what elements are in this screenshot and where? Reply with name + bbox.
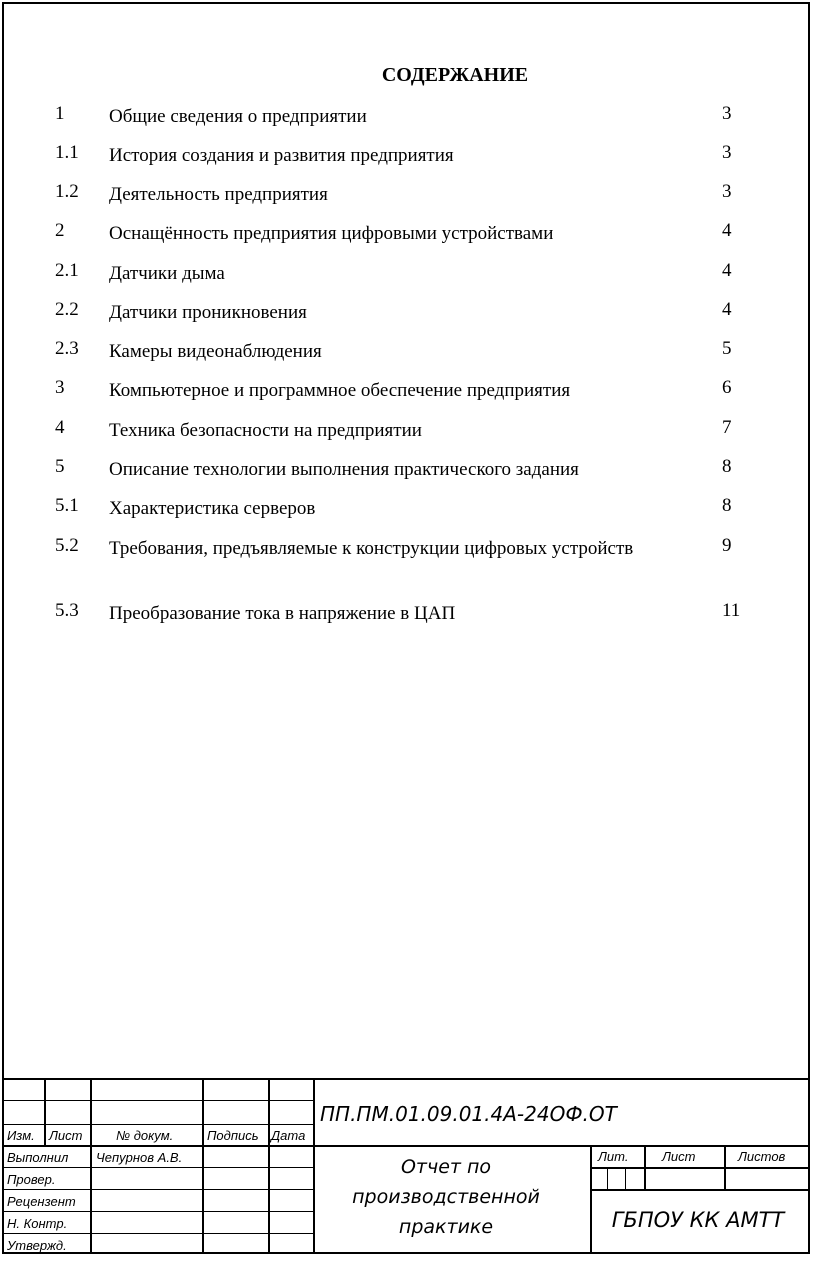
toc-entry-text: Общие сведения о предприятии xyxy=(109,106,367,127)
stamp-list-label: Лист xyxy=(49,1128,83,1143)
toc-entry-page: 4 xyxy=(722,299,732,320)
toc-entry-text: Оснащённость предприятия цифровыми устройствами xyxy=(109,223,554,244)
toc-entry-page: 6 xyxy=(722,377,732,398)
toc-entry-page: 11 xyxy=(722,600,741,621)
toc-entry-page: 3 xyxy=(722,142,732,163)
stamp-approved-label: Утвержд. xyxy=(7,1238,67,1253)
toc-entry-number: 2.3 xyxy=(55,338,79,359)
stamp-col-line xyxy=(644,1145,646,1189)
toc-entry-page: 9 xyxy=(722,535,732,556)
stamp-sheet-label: Лист xyxy=(662,1149,696,1164)
stamp-doc-num-label: № докум. xyxy=(116,1128,174,1143)
stamp-col-line xyxy=(724,1145,726,1189)
toc-entry-number: 2 xyxy=(55,220,65,241)
stamp-lit-cell-line xyxy=(625,1167,626,1189)
toc-entry-number: 1 xyxy=(55,103,65,124)
toc-entry-page: 7 xyxy=(722,417,732,438)
toc-entry-number: 1.1 xyxy=(55,142,79,163)
toc-entry-text: Компьютерное и программное обеспечение предприятия xyxy=(109,380,571,401)
stamp-performer-name: Чепурнов А.В. xyxy=(96,1150,183,1165)
toc-entry-page: 8 xyxy=(722,495,732,516)
toc-entry-text: Деятельность предприятия xyxy=(109,184,328,205)
stamp-col-line xyxy=(44,1078,46,1146)
stamp-performed-label: Выполнил xyxy=(7,1150,69,1165)
toc-entry-text: Требования, предъявляемые к конструкции цифровых устройств xyxy=(109,538,634,559)
stamp-col-line xyxy=(590,1145,592,1254)
stamp-signature-label: Подпись xyxy=(207,1128,259,1143)
organization-name: ГБПОУ КК АМТТ xyxy=(611,1208,785,1232)
toc-entry-number: 5.3 xyxy=(55,600,79,621)
toc-entry-number: 1.2 xyxy=(55,181,79,202)
toc-entry-page: 8 xyxy=(722,456,732,477)
stamp-top-border xyxy=(4,1078,810,1080)
toc-entry-number: 2.1 xyxy=(55,260,79,281)
toc-entry-page: 4 xyxy=(722,260,732,281)
toc-entry-number: 3 xyxy=(55,377,65,398)
toc-entry-number: 2.2 xyxy=(55,299,79,320)
stamp-izm-label: Изм. xyxy=(7,1128,35,1143)
toc-entry-page: 3 xyxy=(722,103,732,124)
stamp-lit-line xyxy=(590,1167,810,1169)
stamp-checked-label: Провер. xyxy=(7,1172,56,1187)
toc-entry-number: 5.1 xyxy=(55,495,79,516)
toc-entry-text: Описание технологии выполнения практического задания xyxy=(109,459,579,480)
toc-entry-text: История создания и развития предприятия xyxy=(109,145,454,166)
toc-entry-text: Датчики проникновения xyxy=(109,302,307,323)
document-title: Отчет по производственной практике xyxy=(352,1156,540,1238)
stamp-norm-control-label: Н. Контр. xyxy=(7,1216,68,1231)
toc-entry-number: 5 xyxy=(55,456,65,477)
document-code: ПП.ПМ.01.09.01.4А-24ОФ.ОТ xyxy=(320,1102,617,1126)
toc-entry-page: 5 xyxy=(722,338,732,359)
stamp-date-label: Дата xyxy=(271,1128,306,1143)
toc-title: СОДЕРЖАНИЕ xyxy=(381,64,529,86)
stamp-reviewer-label: Рецензент xyxy=(7,1194,76,1209)
toc-entry-number: 4 xyxy=(55,417,65,438)
stamp-col-line xyxy=(313,1078,315,1254)
toc-entry-text: Техника безопасности на предприятии xyxy=(109,420,422,441)
stamp-lit-cell-line xyxy=(607,1167,608,1189)
toc-entry-text: Характеристика серверов xyxy=(109,498,316,519)
stamp-col-line xyxy=(268,1078,270,1254)
stamp-col-line xyxy=(202,1078,204,1254)
toc-entry-text: Камеры видеонаблюдения xyxy=(109,341,322,362)
toc-entry-number: 5.2 xyxy=(55,535,79,556)
stamp-col-line xyxy=(90,1078,92,1254)
stamp-header-line xyxy=(4,1145,810,1147)
toc-entry-text: Преобразование тока в напряжение в ЦАП xyxy=(109,603,456,624)
stamp-sheets-label: Листов xyxy=(738,1149,786,1164)
stamp-org-line xyxy=(590,1189,810,1191)
toc-entry-page: 3 xyxy=(722,181,732,202)
toc-entry-page: 4 xyxy=(722,220,732,241)
toc-entry-text: Датчики дыма xyxy=(109,263,225,284)
stamp-lit-label: Лит. xyxy=(598,1149,629,1164)
